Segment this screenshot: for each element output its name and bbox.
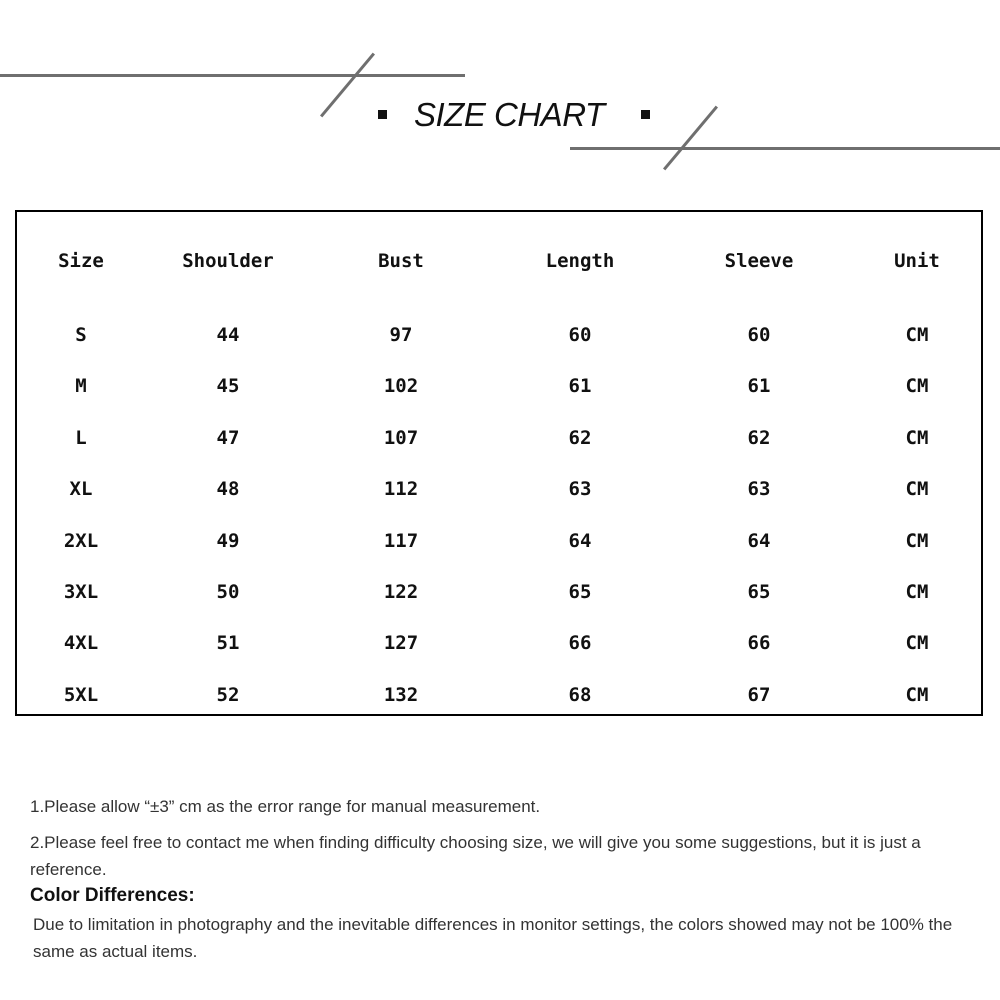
table-cell-size: 3XL — [63, 581, 99, 603]
table-cell-sleeve: 62 — [747, 427, 771, 449]
table-cell-unit: CM — [905, 375, 929, 397]
table-cell-sleeve: 64 — [747, 530, 771, 552]
table-cell-size: 5XL — [63, 684, 99, 706]
table-cell-unit: CM — [905, 530, 929, 552]
color-differences-title: Color Differences: — [30, 885, 195, 906]
table-cell-length: 63 — [568, 478, 592, 500]
table-cell-bust: 127 — [383, 632, 419, 654]
decorative-line-right — [570, 147, 1000, 150]
table-cell-length: 64 — [568, 530, 592, 552]
table-cell-sleeve: 66 — [747, 632, 771, 654]
table-cell-size: XL — [69, 478, 93, 500]
notes-section — [30, 793, 990, 965]
size-table — [15, 210, 983, 716]
table-cell-shoulder: 47 — [216, 427, 240, 449]
title-bullet-right-icon — [641, 110, 650, 119]
table-cell-shoulder: 49 — [216, 530, 240, 552]
note-contact: 2.Please feel free to contact me when finding difficulty choosing size, we will give you some suggestions, but it is just a reference. — [30, 833, 921, 879]
table-cell-bust: 107 — [383, 427, 419, 449]
header-sleeve: Sleeve — [724, 250, 794, 272]
table-cell-unit: CM — [905, 324, 929, 346]
page-title: SIZE CHART — [414, 96, 605, 133]
table-cell-length: 65 — [568, 581, 592, 603]
table-cell-sleeve: 65 — [747, 581, 771, 603]
table-cell-length: 62 — [568, 427, 592, 449]
table-cell-shoulder: 48 — [216, 478, 240, 500]
table-cell-unit: CM — [905, 632, 929, 654]
header-shoulder: Shoulder — [182, 250, 274, 272]
color-differences-text: Due to limitation in photography and the inevitable differences in monitor settings, the colors showed may not be 100% the same as actual items. — [33, 915, 953, 961]
table-cell-bust: 102 — [383, 375, 419, 397]
table-cell-size: 4XL — [63, 632, 99, 654]
table-cell-unit: CM — [905, 581, 929, 603]
table-cell-length: 61 — [568, 375, 592, 397]
note-error-range: 1.Please allow “±3” cm as the error range for manual measurement. — [30, 797, 541, 816]
table-cell-unit: CM — [905, 478, 929, 500]
table-cell-shoulder: 44 — [216, 324, 240, 346]
table-cell-length: 68 — [568, 684, 592, 706]
table-cell-sleeve: 63 — [747, 478, 771, 500]
table-cell-sleeve: 61 — [747, 375, 771, 397]
table-cell-bust: 97 — [389, 324, 413, 346]
table-cell-length: 60 — [568, 324, 592, 346]
header-bust: Bust — [378, 250, 424, 272]
table-cell-bust: 132 — [383, 684, 419, 706]
table-cell-length: 66 — [568, 632, 592, 654]
table-cell-size: 2XL — [63, 530, 99, 552]
table-cell-bust: 112 — [383, 478, 419, 500]
header-unit: Unit — [894, 250, 940, 272]
table-cell-shoulder: 50 — [216, 581, 240, 603]
table-cell-shoulder: 52 — [216, 684, 240, 706]
table-cell-unit: CM — [905, 427, 929, 449]
header-size: Size — [58, 250, 104, 272]
title-row — [0, 92, 1000, 142]
table-cell-unit: CM — [905, 684, 929, 706]
table-cell-sleeve: 60 — [747, 324, 771, 346]
table-cell-bust: 117 — [383, 530, 419, 552]
table-cell-shoulder: 51 — [216, 632, 240, 654]
table-cell-sleeve: 67 — [747, 684, 771, 706]
table-cell-shoulder: 45 — [216, 375, 240, 397]
decorative-line-left — [0, 74, 465, 77]
table-cell-size: L — [75, 427, 87, 449]
header-length: Length — [545, 250, 615, 272]
title-bullet-left-icon — [378, 110, 387, 119]
table-cell-bust: 122 — [383, 581, 419, 603]
table-cell-size: M — [75, 375, 87, 397]
table-cell-size: S — [75, 324, 87, 346]
